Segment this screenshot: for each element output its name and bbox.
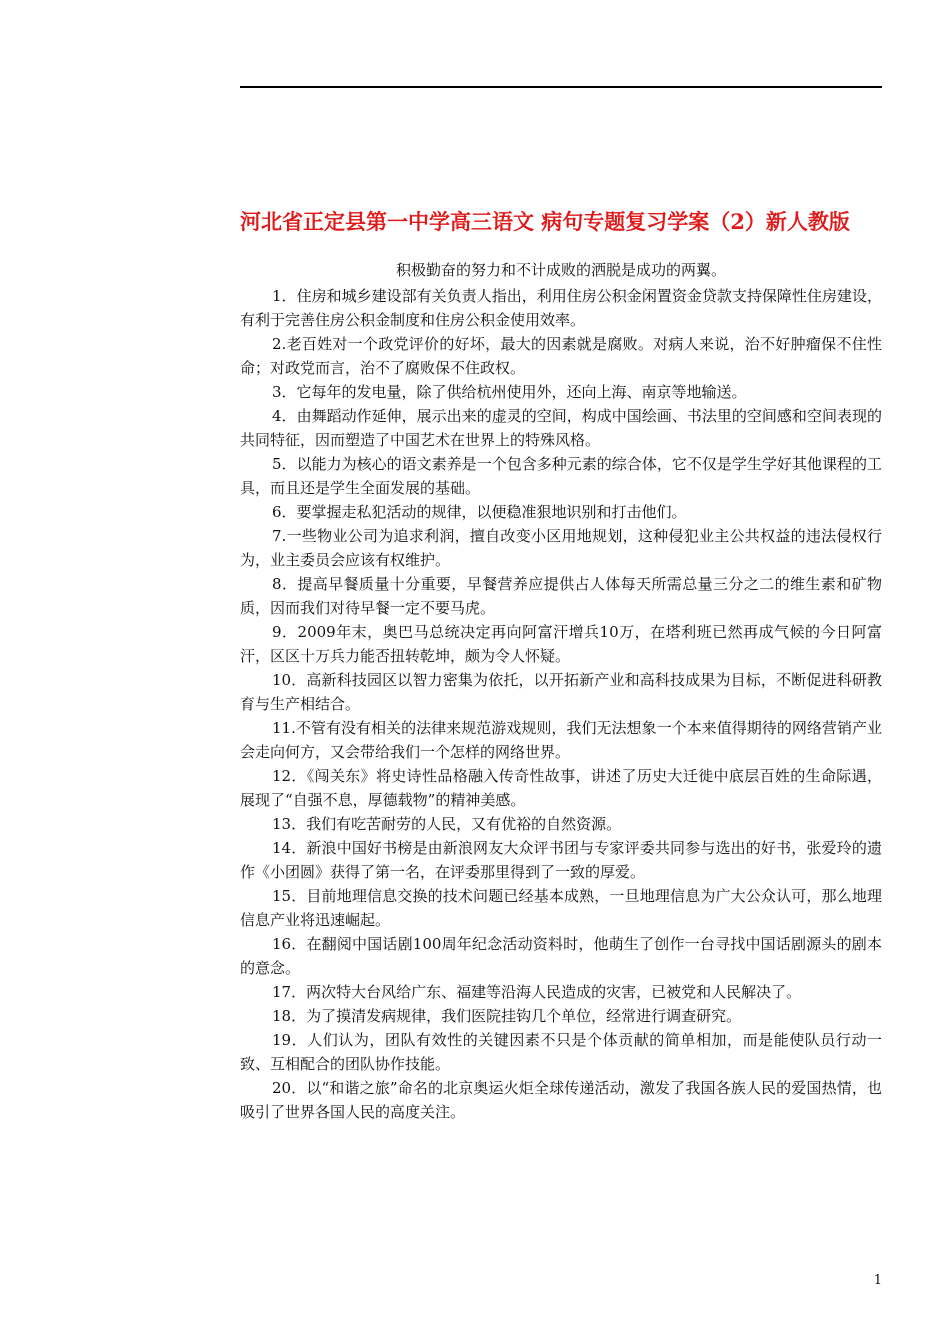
motto: 积极勤奋的努力和不计成败的洒脱是成功的两翼。 (395, 261, 726, 279)
exercise-item: 7.一些物业公司为追求利润，擅自改变小区用地规划，这种侵犯业主公共权益的违法侵权行为，业主委员会应该有权维护。 (240, 527, 882, 569)
document-title: 河北省正定县第一中学高三语文 病句专题复习学案（2）新人教版 (240, 209, 850, 234)
exercise-item: 11.不管有没有相关的法律来规范游戏规则，我们无法想象一个本来值得期待的网络营销产业会走向何方，又会带给我们一个怎样的网络世界。 (240, 719, 882, 761)
exercise-item: 8．提高早餐质量十分重要，早餐营养应提供占人体每天所需总量三分之二的维生素和矿物质，因而我们对待早餐一定不要马虎。 (240, 575, 882, 617)
exercise-item: 14．新浪中国好书榜是由新浪网友大众评书团与专家评委共同参与选出的好书，张爱玲的遗作《小团圆》获得了第一名，在评委那里得到了一致的厚爱。 (240, 839, 882, 881)
exercise-item: 2.老百姓对一个政党评价的好坏，最大的因素就是腐败。对病人来说，治不好肿瘤保不住性命；对政党而言，治不了腐败保不住政权。 (240, 335, 882, 377)
exercise-item: 16．在翻阅中国话剧100周年纪念活动资料时，他萌生了创作一台寻找中国话剧源头的剧本的意念。 (240, 935, 882, 977)
exercise-item: 9．2009年末，奥巴马总统决定再向阿富汗增兵10万，在塔利班已然再成气候的今日阿富汗，区区十万兵力能否扭转乾坤，颇为令人怀疑。 (240, 623, 882, 665)
exercise-item: 17．两次特大台风给广东、福建等沿海人民造成的灾害，已被党和人民解决了。 (272, 983, 802, 1001)
exercise-item: 4．由舞蹈动作延伸，展示出来的虚灵的空间，构成中国绘画、书法里的空间感和空间表现的共同特征，因而塑造了中国艺术在世界上的特殊风格。 (240, 407, 882, 449)
exercise-item: 15．目前地理信息交换的技术问题已经基本成熟，一旦地理信息为广大公众认可，那么地理信息产业将迅速崛起。 (240, 887, 882, 929)
header-rule (240, 86, 882, 88)
page-number: 1 (873, 1273, 882, 1288)
exercise-item: 13．我们有吃苦耐劳的人民，又有优裕的自然资源。 (272, 815, 622, 833)
exercise-item: 10．高新科技园区以智力密集为依托，以开拓新产业和高科技成果为目标，不断促进科研教育与生产相结合。 (240, 671, 882, 713)
exercise-item: 20．以“和谐之旅”命名的北京奥运火炬全球传递活动，激发了我国各族人民的爱国热情，也吸引了世界各国人民的高度关注。 (240, 1079, 882, 1121)
exercise-item: 5．以能力为核心的语文素养是一个包含多种元素的综合体，它不仅是学生学好其他课程的工具，而且还是学生全面发展的基础。 (240, 455, 882, 497)
exercise-item: 18．为了摸清发病规律，我们医院挂钩几个单位，经常进行调查研究。 (272, 1007, 742, 1025)
exercise-list (240, 284, 882, 1124)
exercise-item: 1．住房和城乡建设部有关负责人指出，利用住房公积金闲置资金贷款支持保障性住房建设，有利于完善住房公积金制度和住房公积金使用效率。 (240, 287, 882, 329)
exercise-item: 12．《闯关东》将史诗性品格融入传奇性故事，讲述了历史大迁徙中底层百姓的生命际遇，展现了“自强不息，厚德载物”的精神美感。 (240, 767, 882, 809)
exercise-item: 3．它每年的发电量，除了供给杭州使用外，还向上海、南京等地输送。 (272, 383, 747, 401)
exercise-item: 6．要掌握走私犯活动的规律，以便稳准狠地识别和打击他们。 (272, 503, 687, 521)
exercise-item: 19．人们认为，团队有效性的关键因素不只是个体贡献的简单相加，而是能使队员行动一致、互相配合的团队协作技能。 (240, 1031, 882, 1073)
